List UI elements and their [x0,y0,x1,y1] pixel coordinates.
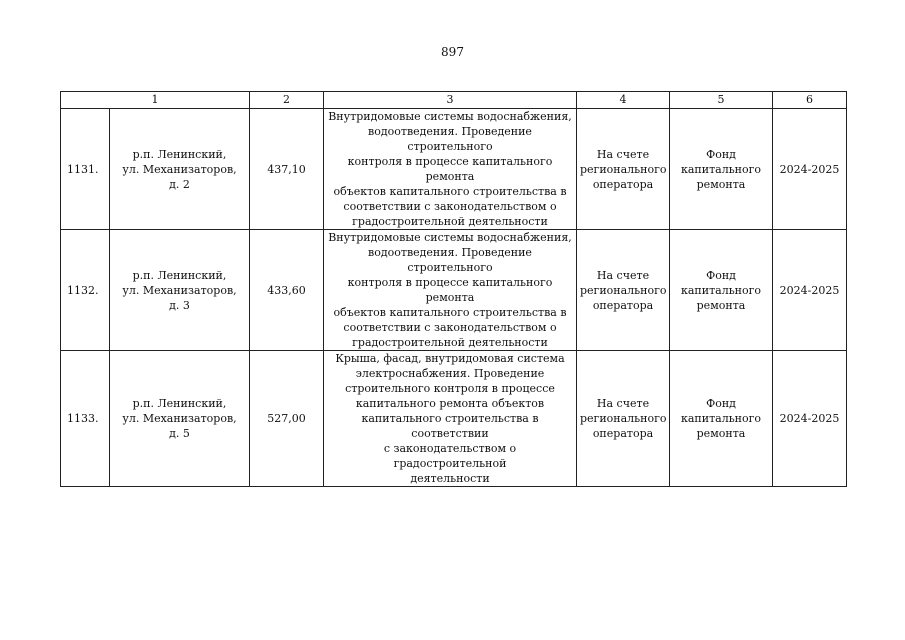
funding-source-cell: Фонд капитального ремонта [670,351,773,487]
row-number: 1131. [61,109,110,230]
funds-location-cell: На счете регионального оператора [577,230,670,351]
column-header-3: 3 [324,92,577,109]
works-description-cell: Крыша, фасад, внутридомовая система электроснабжения. Проведение строительного контроля в процессе капитального ремонта объектов капитального строительства в соответствии с законодательством о градостроительной деятельности [324,351,577,487]
funding-source-cell: Фонд капитального ремонта [670,109,773,230]
period-cell: 2024-2025 [773,230,847,351]
table-row [61,109,847,230]
column-header-4: 4 [577,92,670,109]
period-cell: 2024-2025 [773,109,847,230]
period-cell: 2024-2025 [773,351,847,487]
column-header-1: 1 [61,92,250,109]
column-number-row [61,92,847,109]
works-description-cell: Внутридомовые системы водоснабжения, водоотведения. Проведение строительного контроля в процессе капитального ремонта объектов капитального строительства в соответствии с законодательством о градостроительной деятельности [324,109,577,230]
amount-cell: 433,60 [250,230,324,351]
page-number: 897 [441,45,464,59]
address-cell: р.п. Ленинский, ул. Механизаторов, д. 5 [110,351,250,487]
amount-cell: 527,00 [250,351,324,487]
address-cell: р.п. Ленинский, ул. Механизаторов, д. 2 [110,109,250,230]
address-cell: р.п. Ленинский, ул. Механизаторов, д. 3 [110,230,250,351]
funds-location-cell: На счете регионального оператора [577,351,670,487]
row-number: 1133. [61,351,110,487]
column-header-6: 6 [773,92,847,109]
column-header-2: 2 [250,92,324,109]
funds-location-cell: На счете регионального оператора [577,109,670,230]
table-row [61,351,847,487]
capital-repair-table [60,91,847,487]
amount-cell: 437,10 [250,109,324,230]
table-row [61,230,847,351]
funding-source-cell: Фонд капитального ремонта [670,230,773,351]
row-number: 1132. [61,230,110,351]
column-header-5: 5 [670,92,773,109]
works-description-cell: Внутридомовые системы водоснабжения, водоотведения. Проведение строительного контроля в процессе капитального ремонта объектов капитального строительства в соответствии с законодательством о градостроительной деятельности [324,230,577,351]
